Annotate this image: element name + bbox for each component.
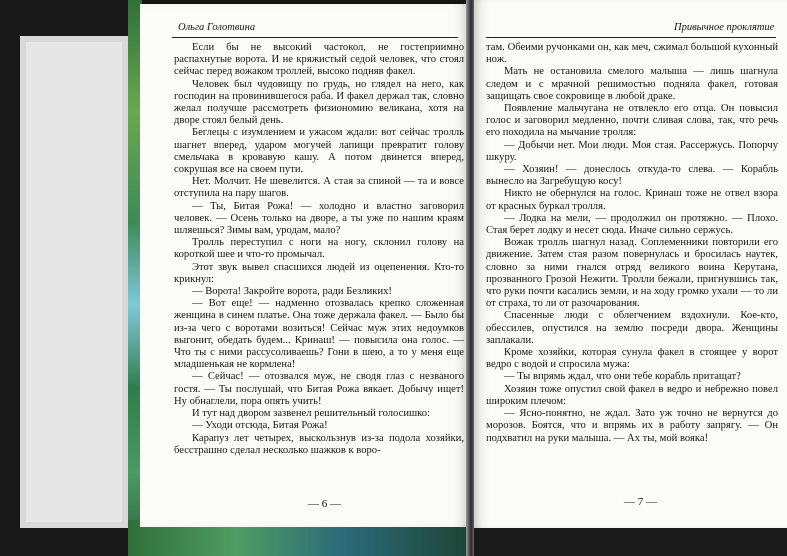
paragraph: Если бы не высокий частокол, не гостеприимно распахнутые ворота. И не кряжистый седой человек, что стоял сейчас перед вожаком троллей, высоко подняв факел. [174,42,464,78]
paragraph: — Сейчас! — отозвался муж, не сводя глаз с незваного гостя. — Ты послушай, что Битая Рожа вякает. Добычу ищет! Ну обнаглели, пора опять учить! [174,371,464,407]
paragraph: Кроме хозяйки, которая сунула факел в стоящее у ворот ведро с водой и спросила мужа: [486,347,778,371]
left-running-head: Ольга Голотвина [178,22,256,33]
paragraph: Появление мальчугана не отвлекло его отца. Он повысил голос и заговорил медленно, почти сливая слова, так, что речь его походила на мычание тролля: [486,103,778,139]
paragraph: Мать не остановила смелого малыша — лишь шагнула следом и с мрачной решимостью подняла факел, готовая защищать свое сокровище в любой драке. [486,66,778,102]
paragraph: — Ворота! Закройте ворота, ради Безликих! [192,286,392,298]
paragraph: — Ты впрямь ждал, что они тебе корабль притащат? [504,371,741,383]
paragraph: Хозяин тоже опустил свой факел в ведро и небрежно повел широким плечом: [486,383,778,407]
paragraph: Нет. Молчит. Не шевелится. А стая за спиной — та и вовсе отступила на пару шагов. [174,176,464,200]
book-block-pages [26,42,122,522]
paragraph: Никто не обернулся на голос. Кринаш тоже не отвел взора от красных буркал тролля. [486,188,778,212]
paragraph: Беглецы с изумлением и ужасом ждали: вот сейчас тролль шагнет вперед, ударом могучей лапищи превратит голову смельчака в кровавую кашу. А потом двинется вперед, сокрушая все на своем пути. [174,127,464,176]
paragraph: там. Обеими ручонками он, как меч, сжимал большой кухонный нож. [486,42,778,66]
paragraph: — Лодка на мели, — продолжил он протяжно. — Плохо. Стая берет лодку и несет сюда. Иначе сильно сержусь. [486,212,778,237]
paragraph: Человек был чудовищу по грудь, но глядел на него, как господин на провинившегося раба. И факел держал так, словно желал получше рассмотреть физиономию великана, хотя на дворе стоял белый день. [174,78,464,127]
left-header-rule [172,37,458,38]
paragraph: — Ты, Битая Рожа! — холодно и властно заговорил человек. — Осень только на дворе, а ты уже по нашим краям шляешься? Зимы вам, уродам, мало? [174,200,464,237]
left-page-number: — 6 — [308,498,341,510]
scanner-bottom-area [474,528,787,556]
left-page [140,4,468,527]
paragraph: — Вот еще! — надменно отозвалась крепко сложенная женщина в синем платье. Она тоже держала факел. — Было бы из-за чего с воротами возиться! Сейчас муж этих недоумков выгонит, обедать будем... Кринаш! — повысила она голос. — Что ты с ними рассусоливаешь? Гони в шею, а то у меня еще младшенькая не кормлена! [174,298,464,371]
paragraph: И тут над двором зазвенел решительный голосишко: [192,408,430,420]
paragraph: — Хозяин! — донеслось откуда-то слева. — Корабль вынесло на Загребущую косу! [486,164,778,188]
paragraph: Карапуз лет четырех, выскользнув из-за подола хозяйки, бесстрашно сделал несколько шажков к воро- [174,432,464,456]
paragraph: — Добычи нет. Мои люди. Моя стая. Рассержусь. Попорчу шкуру. [486,139,778,163]
right-page-number: — 7 — [624,496,657,508]
left-page-text [174,42,464,457]
paragraph: — Ясно-понятно, не ждал. Зато уж точно не вернутся до морозов. Боятся, что и впрямь их в работу запрягу. — Он подхватил на руки малыша. — Ах ты, мой вояка! [486,408,778,444]
right-page-text [486,42,778,445]
paragraph: Вожак тролль шагнул назад. Соплеменники повторили его движение. Затем стая разом повернулась и бросилась наутек, словно за ними гнался отряд великого воина Керутана, прозванного Грозой Нежити. Тролли бежали, пригнувшись так, что руки почти касались земли, и на ходу громко ухали — то ли от страха, то ли от разочарования. [486,237,778,310]
paragraph: Тролль переступил с ноги на ногу, склонил голову на короткой шее и что-то промычал. [174,237,464,261]
right-header-rule [486,37,776,38]
paragraph: Спасенные люди с облегчением вздохнули. Кое-кто, обессилев, опустился на землю посреди двора. Женщины заплакали. [486,310,778,346]
paragraph: Этот звук вывел спасшихся людей из оцепенения. Кто-то крикнул: [174,261,464,285]
paragraph: — Уходи отсюда, Битая Рожа! [192,420,328,432]
right-running-head: Привычное проклятие [674,22,775,33]
right-page [474,0,787,528]
